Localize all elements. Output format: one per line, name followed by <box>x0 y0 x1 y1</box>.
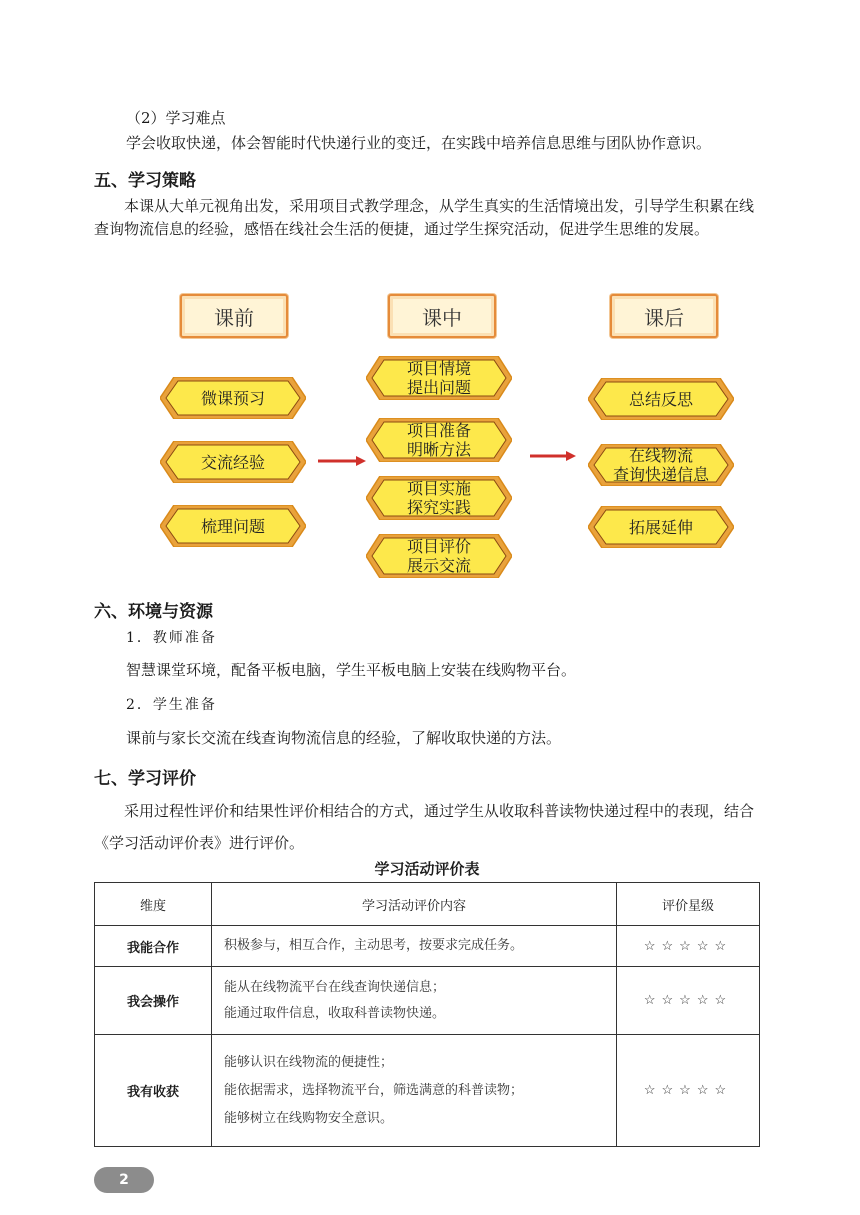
row-content <box>212 926 617 967</box>
section7-text: 采用过程性评价和结果性评价相结合的方式，通过学生从收取科普读物快递过程中的表现，结合《学习活动评价表》进行评价。 <box>94 802 755 852</box>
row-content <box>212 967 617 1035</box>
star-rating: ☆☆☆☆☆ <box>617 967 760 1035</box>
star-rating: ☆☆☆☆☆ <box>617 1035 760 1147</box>
stage-before: 课前 <box>180 294 288 338</box>
content-line: 能够树立在线购物安全意识。 <box>224 1110 394 1126</box>
difficulty-heading: （2）学习难点 <box>126 109 226 127</box>
star-rating: ☆☆☆☆☆ <box>617 926 760 967</box>
arrow-before-to-during <box>318 456 366 466</box>
step-badge-line: 探究实践 <box>406 498 471 517</box>
step-badge-line: 提出问题 <box>406 378 471 397</box>
arrow-layer <box>150 286 750 586</box>
step-badge-line: 明晰方法 <box>406 440 471 459</box>
section7-heading: 七、学习评价 <box>94 769 196 789</box>
student-prep-title: 2．学生准备 <box>126 697 217 713</box>
step-badge-line: 项目实施 <box>406 479 471 498</box>
arrow-during-to-after <box>530 451 576 461</box>
header-content: 学习活动评价内容 <box>212 883 617 926</box>
step-badge-line: 拓展延伸 <box>628 517 693 537</box>
content-line: 能通过取件信息，收取科普读物快递。 <box>224 1005 446 1021</box>
table-header-row <box>95 883 760 926</box>
stage-after: 课后 <box>610 294 718 338</box>
content-line: 积极参与，相互合作，主动思考，按要求完成任务。 <box>224 938 524 953</box>
row-dimension: 我有收获 <box>95 1035 212 1147</box>
step-badge-line: 交流经验 <box>200 452 265 472</box>
content-line: 能够认识在线物流的便捷性； <box>224 1054 394 1070</box>
page-number: 2 <box>94 1167 154 1193</box>
table-row <box>95 926 760 967</box>
table-caption: 学习活动评价表 <box>374 860 480 878</box>
table-row <box>95 967 760 1035</box>
stage-during: 课中 <box>388 294 496 338</box>
step-badge-line: 总结反思 <box>628 389 693 409</box>
step-badge-line: 项目准备 <box>406 421 471 440</box>
header-stars: 评价星级 <box>617 883 760 926</box>
step-badge-line: 梳理问题 <box>200 516 265 536</box>
header-dimension: 维度 <box>95 883 212 926</box>
difficulty-text: 学会收取快递，体会智能时代快递行业的变迁，在实践中培养信息思维与团队协作意识。 <box>126 134 712 152</box>
content-line: 能从在线物流平台在线查询快递信息； <box>224 979 446 995</box>
strategy-diagram <box>150 286 750 586</box>
student-prep-text: 课前与家长交流在线查询物流信息的经验，了解收取快递的方法。 <box>126 729 562 747</box>
row-dimension: 我会操作 <box>95 967 212 1035</box>
section5-heading: 五、学习策略 <box>94 171 196 191</box>
step-badge-line: 微课预习 <box>200 388 265 408</box>
section6-heading: 六、环境与资源 <box>94 602 213 622</box>
step-badge-line: 查询快递信息 <box>612 465 709 484</box>
section5-text: 本课从大单元视角出发，采用项目式教学理念，从学生真实的生活情境出发，引导学生积累在线查询物流信息的经验，感悟在线社会生活的便捷，通过学生探究活动，促进学生思维的发展。 <box>94 197 755 238</box>
teacher-prep-title: 1．教师准备 <box>126 630 217 646</box>
step-badge-line: 项目情境 <box>406 359 471 378</box>
step-badge-line: 展示交流 <box>406 556 471 575</box>
row-content <box>212 1035 617 1147</box>
teacher-prep-text: 智慧课堂环境，配备平板电脑，学生平板电脑上安装在线购物平台。 <box>126 661 577 679</box>
table-row <box>95 1035 760 1147</box>
step-badge-line: 项目评价 <box>406 537 471 556</box>
step-badge-line: 在线物流 <box>628 446 693 465</box>
row-dimension: 我能合作 <box>95 926 212 967</box>
evaluation-table <box>94 882 760 1147</box>
content-line: 能依据需求，选择物流平台，筛选满意的科普读物； <box>224 1082 524 1098</box>
